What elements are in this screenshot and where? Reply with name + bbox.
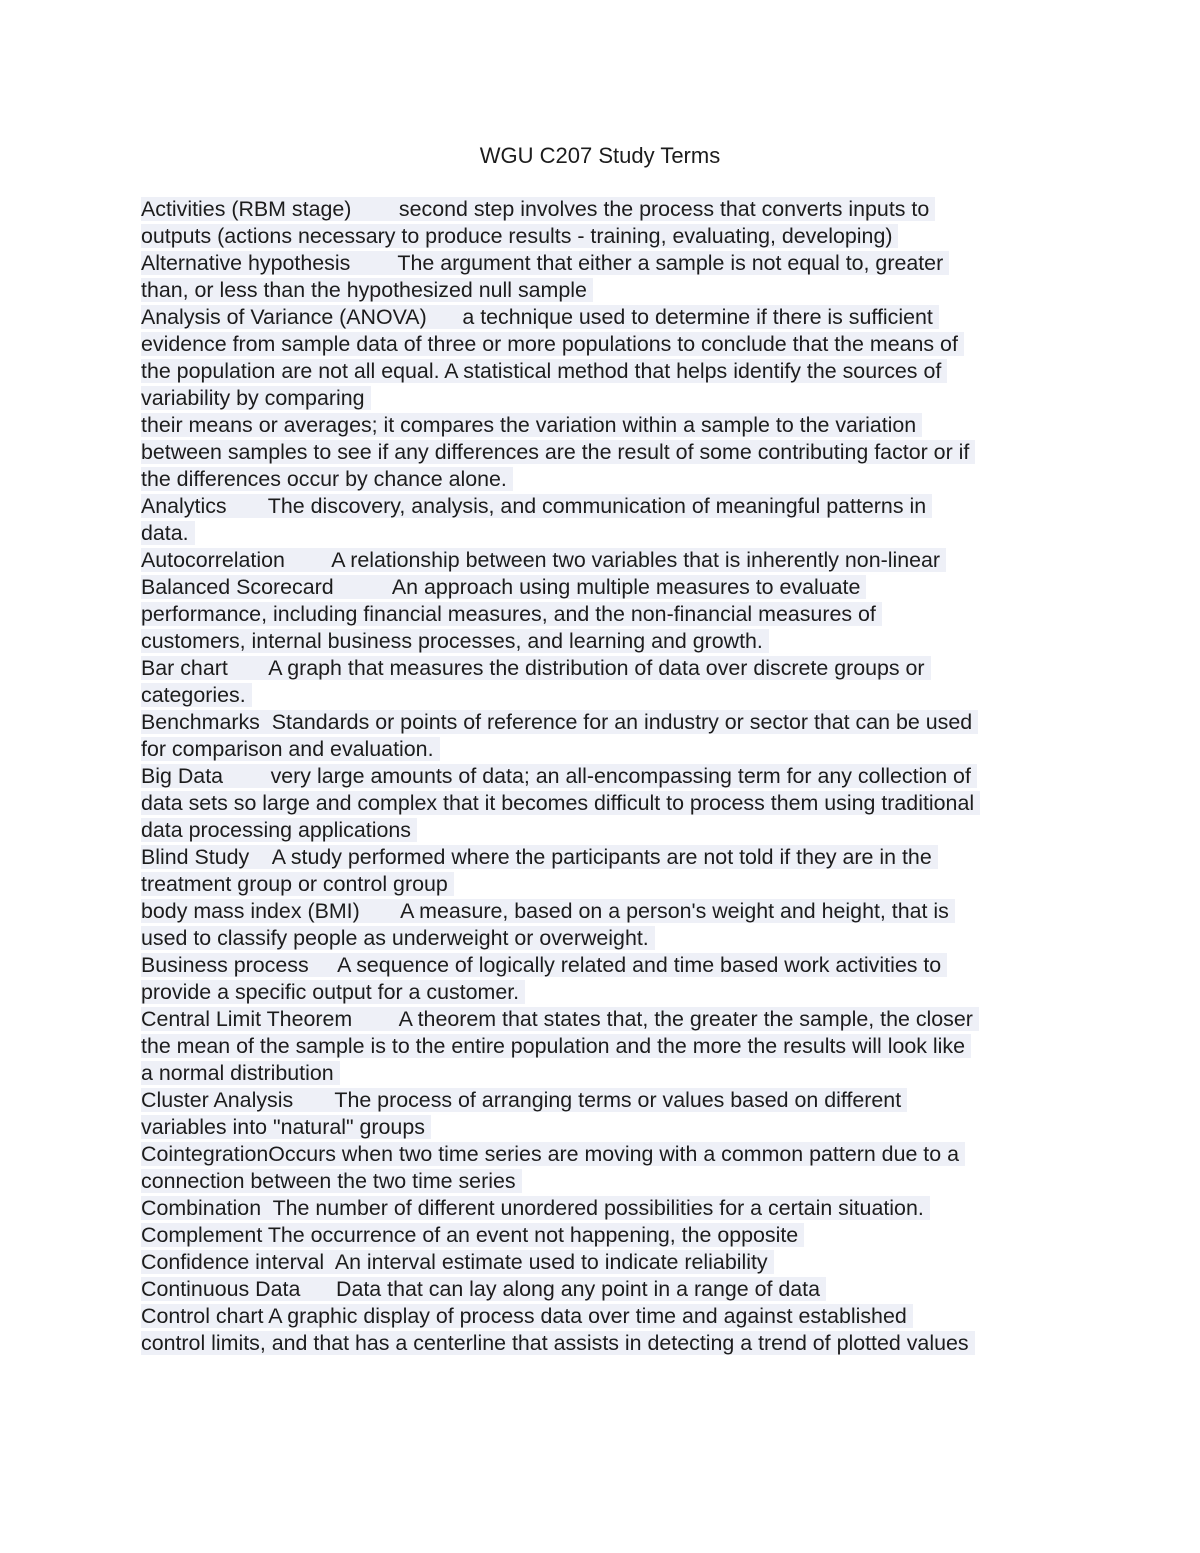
text-line	[141, 736, 1071, 763]
text-line	[141, 1141, 1071, 1168]
text-line	[141, 1195, 1071, 1222]
text-line	[141, 1222, 1071, 1249]
text-line-content: Continuous Data Data that can lay along any point in a range of data	[141, 1277, 826, 1301]
text-line	[141, 385, 1071, 412]
text-line	[141, 574, 1071, 601]
text-line	[141, 871, 1071, 898]
text-line-content: Combination The number of different unordered possibilities for a certain situation.	[141, 1196, 930, 1220]
text-line-content: data processing applications	[141, 818, 417, 842]
text-line	[141, 844, 1071, 871]
text-line	[141, 277, 1071, 304]
text-line	[141, 439, 1071, 466]
text-line-content: control limits, and that has a centerline that assists in detecting a trend of plotted values	[141, 1331, 975, 1355]
text-line-content: Control chart A graphic display of process data over time and against established	[141, 1304, 913, 1328]
text-line-content: Blind Study A study performed where the participants are not told if they are in the	[141, 845, 938, 869]
text-line	[141, 1087, 1071, 1114]
text-line	[141, 250, 1071, 277]
text-line-content: the differences occur by chance alone.	[141, 467, 513, 491]
text-line	[141, 1168, 1071, 1195]
text-line-content: Analytics The discovery, analysis, and communication of meaningful patterns in	[141, 494, 932, 518]
text-line-content: Autocorrelation A relationship between two variables that is inherently non-linear	[141, 548, 946, 572]
text-line	[141, 196, 1071, 223]
text-line	[141, 898, 1071, 925]
text-line-content: evidence from sample data of three or more populations to conclude that the means of	[141, 332, 964, 356]
text-line-content: the mean of the sample is to the entire population and the more the results will look like	[141, 1034, 971, 1058]
text-line	[141, 979, 1071, 1006]
text-line	[141, 223, 1071, 250]
text-line-content: connection between the two time series	[141, 1169, 522, 1193]
text-line-content: variability by comparing	[141, 386, 371, 410]
text-line-content: the population are not all equal. A statistical method that helps identify the sources of	[141, 359, 947, 383]
text-line-content: variables into "natural" groups	[141, 1115, 431, 1139]
text-line-content: data sets so large and complex that it becomes difficult to process them using traditional	[141, 791, 980, 815]
text-line-content: Big Data very large amounts of data; an all-encompassing term for any collection of	[141, 764, 977, 788]
text-line	[141, 520, 1071, 547]
text-line	[141, 1006, 1071, 1033]
text-line-content: provide a specific output for a customer.	[141, 980, 525, 1004]
text-line-content: their means or averages; it compares the variation within a sample to the variation	[141, 413, 922, 437]
text-line	[141, 790, 1071, 817]
text-line	[141, 1249, 1071, 1276]
text-line-content: data.	[141, 521, 195, 545]
text-line	[141, 709, 1071, 736]
text-line	[141, 466, 1071, 493]
text-line	[141, 412, 1071, 439]
text-line-content: Cluster Analysis The process of arranging terms or values based on different	[141, 1088, 907, 1112]
text-line	[141, 601, 1071, 628]
text-line-content: used to classify people as underweight or overweight.	[141, 926, 655, 950]
text-line	[141, 1330, 1071, 1357]
text-line	[141, 304, 1071, 331]
text-line-content: outputs (actions necessary to produce results - training, evaluating, developing)	[141, 224, 898, 248]
text-line	[141, 1276, 1071, 1303]
text-line-content: Benchmarks Standards or points of reference for an industry or sector that can be used	[141, 710, 978, 734]
text-line-content: body mass index (BMI) A measure, based on a person's weight and height, that is	[141, 899, 955, 923]
document-title: WGU C207 Study Terms	[479, 143, 721, 168]
text-line	[141, 547, 1071, 574]
text-line-content: customers, internal business processes, and learning and growth.	[141, 629, 769, 653]
text-line-content: treatment group or control group	[141, 872, 454, 896]
text-line	[141, 493, 1071, 520]
text-line-content: Central Limit Theorem A theorem that states that, the greater the sample, the closer	[141, 1007, 979, 1031]
text-line	[141, 1060, 1071, 1087]
text-line	[141, 952, 1071, 979]
text-line-content: between samples to see if any differences are the result of some contributing factor or if	[141, 440, 975, 464]
text-line	[141, 925, 1071, 952]
text-line-content: Activities (RBM stage) second step involves the process that converts inputs to	[141, 197, 935, 221]
text-line	[141, 358, 1071, 385]
text-line-content: CointegrationOccurs when two time series are moving with a common pattern due to a	[141, 1142, 965, 1166]
text-line-content: than, or less than the hypothesized null sample	[141, 278, 593, 302]
text-line	[141, 817, 1071, 844]
text-line-content: for comparison and evaluation.	[141, 737, 440, 761]
text-line	[141, 1303, 1071, 1330]
text-line	[141, 763, 1071, 790]
text-line	[141, 331, 1071, 358]
text-line	[141, 1033, 1071, 1060]
text-line-content: Analysis of Variance (ANOVA) a technique used to determine if there is sufficient	[141, 305, 939, 329]
text-line-content: categories.	[141, 683, 252, 707]
text-line-content: performance, including financial measures, and the non-financial measures of	[141, 602, 882, 626]
text-line	[141, 1114, 1071, 1141]
text-line-content: Bar chart A graph that measures the distribution of data over discrete groups or	[141, 656, 931, 680]
text-line-content: Complement The occurrence of an event not happening, the opposite	[141, 1223, 804, 1247]
text-line-content: Confidence interval An interval estimate used to indicate reliability	[141, 1250, 774, 1274]
text-line	[141, 628, 1071, 655]
text-line-content: a normal distribution	[141, 1061, 340, 1085]
study-terms-body	[141, 196, 1071, 1357]
text-line-content: Alternative hypothesis The argument that either a sample is not equal to, greater	[141, 251, 949, 275]
text-line	[141, 655, 1071, 682]
text-line-content: Balanced Scorecard An approach using multiple measures to evaluate	[141, 575, 866, 599]
text-line-content: Business process A sequence of logically related and time based work activities to	[141, 953, 947, 977]
text-line	[141, 682, 1071, 709]
